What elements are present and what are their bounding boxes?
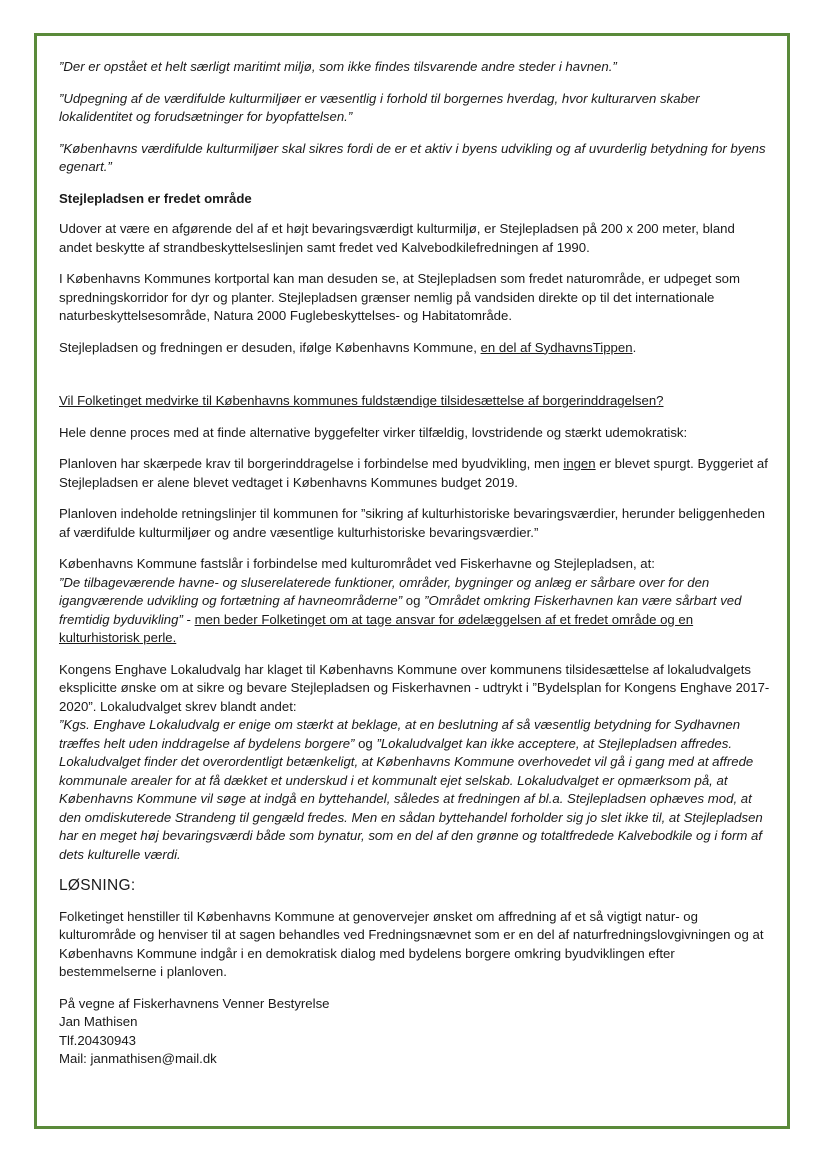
quote-2: ”Udpegning af de værdifulde kulturmiljøer er væsentlig i forhold til borgernes hverdag, hvor kulturarven skaber lokalidentitet og forudsætninger for byopfattelsen.” [59,90,700,124]
sydhavn-end: . [632,339,637,355]
section-question: Vil Folketinget medvirke til Københavns kommunes fuldstændige tilsidesættelse af borgerinddragelsen? [59,393,664,408]
spacer [59,370,771,392]
sydhavn-text: Stejlepladsen og fredningen er desuden, ifølge Københavns Kommune, [59,339,481,355]
paragraph-fastslaar [59,555,771,648]
document-body [59,58,771,1069]
quote-3: ”Københavns værdifulde kulturmiljøer skal sikres fordi de er et aktiv i byens udvikling og af uvurderlig betydning for byens egenart.” [59,140,766,174]
paragraph-sydhavnstippen [59,339,771,358]
paragraph-kortportal: I Københavns Kommunes kortportal kan man desuden se, at Stejlepladsen som fredet naturområde, er udpeget som spredningskorridor for dyr og planter. Stejlepladsen grænser nemlig på vandsiden direkte op til det internationale naturbeskyttelsesområde, Natura 2000 Fuglebeskyttelses- og Habitatområde. [59,271,741,323]
lokaludvalg-quote-2: ”Lokaludvalget kan ikke acceptere, at Stejlepladsen affredes. Lokaludvalget finder det overordentligt betænkeligt, at Københavns Kommune overhovedet vil gå i gang med at affrede kommunale arealer for at få dækket et underskud i et kommunalt ejet selskab. Lokaludvalget er opmærksom på, at Københavns Kommune vil søge at indgå en byttehandel, således at fredningen af bl.a. Stejlepladsen ophæves mod, at den omdiskuterede Strandeng til gengæld fredes. Men en sådan byttehandel forholder sig jo slet ikke til, at Stejlepladsen har en meget høj bevaringsværdi både som bynatur, som en del af den grønne og totaltfredede Kalvebodkile og i form af dets kulturelle værdi. [59,735,763,862]
planloven-text-a: Planloven har skærpede krav til borgerinddragelse i forbindelse med byudvikling, men [59,456,564,471]
lokaludvalg-quote-1: ”Kgs. Enghave Lokaludvalg er enige om stærkt at beklage, at en beslutning af så væsentlig betydning for Sydhavnen træffes helt uden inddragelse af bydelens borgere” [59,717,741,751]
quote-1: ”Der er opstået et helt særligt maritimt miljø, som ikke findes tilsvarende andre steder i havnen.” [59,59,617,74]
paragraph-kulturmiljo: Udover at være en afgørende del af et højt bevaringsværdigt kulturmiljø, er Stejlepladsen på 200 x 200 meter, bland andet beskytte af strandbeskyttelseslinjen samt fredet ved Kalvebodkilefredningen af 1990. [59,221,735,255]
section-heading-fredet: Stejlepladsen er fredet område [59,190,252,206]
ingen-underlined: ingen [563,456,596,471]
signature-name: Jan Mathisen [59,1014,138,1029]
fastslaar-quote-1: ”De tilbageværende havne- og sluserelaterede funktioner, områder, bygninger og anlæg er sårbare over for den igangværende udvikling og fortætning af havneområderne” [59,574,710,608]
signature-block [59,995,771,1069]
signature-org: På vegne af Fiskerhavnens Venner Bestyrelse [59,995,330,1011]
fastslaar-underlined: men beder Folketinget om at tage ansvar for ødelæggelsen af et fredet område og en kulturhistorisk perle. [59,611,694,645]
paragraph-planloven [59,455,771,492]
paragraph-lokaludvalg [59,661,771,865]
fastslaar-intro: Københavns Kommune fastslår i forbindelse med kulturområdet ved Fiskerhavne og Stejlepladsen, at: [59,556,655,571]
losning-heading: LØSNING: [59,877,136,894]
paragraph-losning: Folketinget henstiller til Københavns Kommune at genovervejer ønsket om affredning af et så vigtigt natur- og kulturområde og henviser til at sagen behandles ved Fredningsnævnet som er en del af naturfredningslovgivningen og at Københavns Kommune indgår i en demokratisk dialog med bydelens borgere omkring byudviklingen efter bestemmelserne i planloven. [59,908,764,979]
signature-phone: Tlf.20430943 [59,1032,136,1048]
paragraph-retningslinjer: Planloven indeholde retningslinjer til kommunen for ”sikring af kulturhistoriske bevaringsværdier, herunder beliggenheden af værdifulde kulturmiljøer og andre væsentlige kulturhistoriske bevaringsværdier.” [59,506,765,540]
lokaludvalg-text: Kongens Enghave Lokaludvalg har klaget til Københavns Kommune over kommunens tilsidesættelse af lokaludvalgets eksplicitte ønske om at sikre og bevare Stejlepladsen og Fiskerhavnen - udtrykt i ”Bydelsplan for Kongens Enghave 2017-2020”. Lokaludvalget skrev blandt andet: [59,661,770,714]
planloven-text-b: er blevet spurgt. Byggeriet af Stejlepladsen er alene blevet vedtaget i Københavns Kommunes budget 2019. [59,456,768,490]
lokaludvalg-og: og [354,735,377,751]
sydhavnstippen-link[interactable]: en del af SydhavnsTippen [480,339,633,355]
signature-email: Mail: janmathisen@mail.dk [59,1051,217,1066]
fastslaar-quote-2: ”Området omkring Fiskerhavnen kan være sårbart ved fremtidig byduvikling” [59,593,742,627]
paragraph-proces: Hele denne proces med at finde alternative byggefelter virker tilfældig, lovstridende og stærkt udemokratisk: [59,424,688,440]
fastslaar-og: og [402,593,425,608]
fastslaar-dash: - [182,611,195,627]
